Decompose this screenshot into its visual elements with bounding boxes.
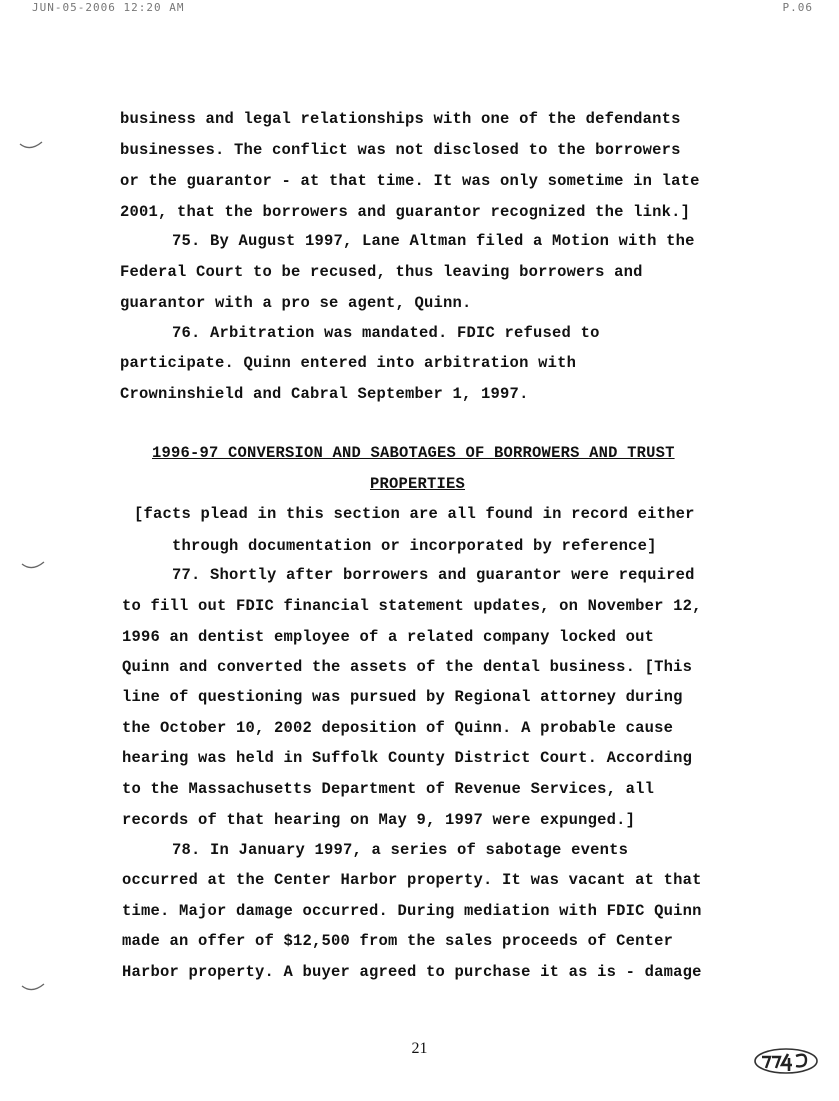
paragraph-76-line: 76. Arbitration was mandated. FDIC refused to	[172, 324, 600, 342]
punch-hole-mark-icon	[20, 982, 46, 996]
body-line: businesses. The conflict was not disclosed to the borrowers	[120, 141, 681, 159]
body-line: Harbor property. A buyer agreed to purchase it as is - damage	[122, 963, 702, 981]
bracket-note-line: through documentation or incorporated by reference]	[172, 537, 657, 555]
paragraph-78-line: 78. In January 1997, a series of sabotage events	[172, 841, 629, 859]
body-line: time. Major damage occurred. During mediation with FDIC Quinn	[122, 902, 702, 920]
body-line: to the Massachusetts Department of Revenue Services, all	[122, 780, 655, 798]
body-line: records of that hearing on May 9, 1997 were expunged.]	[122, 811, 636, 829]
body-line: made an offer of $12,500 from the sales proceeds of Center	[122, 932, 674, 950]
body-line: business and legal relationships with one of the defendants	[120, 110, 681, 128]
section-heading: 1996-97 CONVERSION AND SABOTAGES OF BORROWERS AND TRUST	[152, 444, 675, 462]
body-line: to fill out FDIC financial statement updates, on November 12,	[122, 597, 702, 615]
body-line: or the guarantor - at that time. It was only sometime in late	[120, 172, 700, 190]
paragraph-75-line: 75. By August 1997, Lane Altman filed a Motion with the	[172, 232, 695, 250]
body-line: line of questioning was pursued by Regional attorney during	[122, 688, 683, 706]
bracket-note-line: [facts plead in this section are all found in record either	[134, 505, 695, 523]
body-line: 2001, that the borrowers and guarantor recognized the link.]	[120, 203, 691, 221]
body-line: Crowninshield and Cabral September 1, 1997.	[120, 385, 529, 403]
body-line: participate. Quinn entered into arbitration with	[120, 354, 577, 372]
body-line: 1996 an dentist employee of a related company locked out	[122, 628, 655, 646]
page-number: 21	[411, 1040, 428, 1057]
fax-header-page: P.06	[782, 1, 813, 14]
fax-header	[0, 1, 839, 15]
punch-hole-mark-icon	[18, 140, 44, 154]
body-line: the October 10, 2002 deposition of Quinn. A probable cause	[122, 719, 674, 737]
paragraph-77-line: 77. Shortly after borrowers and guarantor were required	[172, 566, 695, 584]
exhibit-stamp-icon	[752, 1046, 820, 1076]
body-line: guarantor with a pro se agent, Quinn.	[120, 294, 472, 312]
fax-header-date: JUN-05-2006 12:20 AM	[32, 1, 185, 14]
section-heading-continued: PROPERTIES	[370, 475, 466, 493]
body-line: Quinn and converted the assets of the dental business. [This	[122, 658, 693, 676]
body-line: occurred at the Center Harbor property. It was vacant at that	[122, 871, 702, 889]
body-line: Federal Court to be recused, thus leaving borrowers and	[120, 263, 643, 281]
body-line: hearing was held in Suffolk County District Court. According	[122, 749, 693, 767]
punch-hole-mark-icon	[20, 560, 46, 574]
